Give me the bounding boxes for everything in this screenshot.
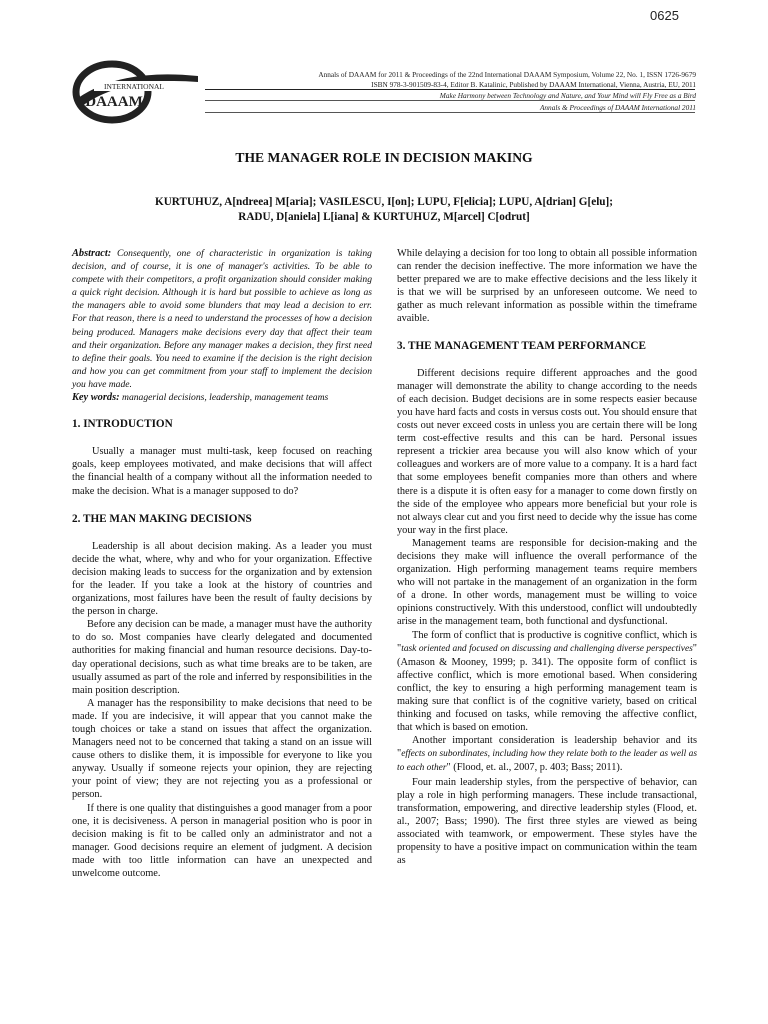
paragraph-text: The form of conflict that is productive is cognitive conflict, which is " — [397, 629, 697, 654]
logo-top-text: INTERNATIONAL — [104, 82, 164, 91]
left-column — [72, 247, 372, 880]
paragraph-text: Another important consideration is leadership behavior and its " — [397, 735, 697, 760]
authors-line-2: RADU, D[aniela] L[iana] & KURTUHUZ, M[arcel] C[odrut] — [238, 211, 530, 223]
right-column — [397, 247, 697, 867]
section-heading-introduction: 1. INTRODUCTION — [72, 418, 173, 431]
paper-title: THE MANAGER ROLE IN DECISION MAKING — [235, 150, 533, 165]
keywords — [72, 391, 372, 404]
abstract-text: Consequently, one of characteristic in organization is taking decision, and of course, it is one of manager's activities. To be able to compete with their competitors, a profit organization should consider making a quick right decision. Although it is hard but possible to achieve as long as the managers able to avoid some blunders that may lead a decision to err. For that reason, there is a need to understand the processes of how a decision being produced. Managers make decisions every day that affect their team and their organization. Before any manager makes a decision, they first need to define their goals. You need to examine if the decision is the right decision and how you can get commitment from your staff to implement the decision you have made. — [72, 248, 372, 390]
section-heading-decisions: 2. THE MAN MAKING DECISIONS — [72, 512, 252, 525]
daaam-logo-icon — [72, 54, 202, 124]
abstract-label: Abstract: — [72, 248, 112, 259]
paragraph-text: " (Amason & Mooney, 1999; p. 341). The opposite form of conflict is affective conflict, which is more emotional based. When considering conflict, the key to ensuring a high performing management team is making sure that conflict is of the cognitive variety, based on critical thinking and focused on tasks, while removing the affective conflict, that which is based on emotion. — [397, 642, 697, 734]
daaam-logo — [72, 54, 202, 124]
paragraph-text: " (Flood, et. al., 2007, p. 403; Bass; 2011). — [446, 762, 623, 774]
keywords-text: managerial decisions, leadership, management teams — [122, 392, 329, 404]
header-line-isbn: ISBN 978-3-901509-83-4, Editor B. Katalinic, Published by DAAAM International, Vienna, Austria, EU, 2011 — [371, 80, 696, 89]
quotation: task oriented and focused on discussing and challenging diverse perspectives — [401, 643, 693, 654]
paragraph: Usually a manager must multi-task, keep focused on reaching goals, keep employees motivated, and make decisions that will affect the financial health of a company without all the information needed to make the decision. What is a manager supposed to do? — [72, 446, 372, 497]
abstract — [72, 247, 372, 391]
header-rule — [205, 112, 695, 113]
paragraph — [397, 734, 697, 775]
paragraph: Leadership is all about decision making. As a leader you must decide the what, where, why and who for your organization. Effective decision making leads to success for the organization and by extension for the leader. If you take a look at the history of countries and organizations, most failures have been the result of faulty decisions by the person in charge. — [72, 540, 372, 618]
paragraph: Management teams are responsible for decision-making and the decisions they make will influence the overall performance of the organization. High performing management teams require members who will not partake in the management of an organization in the form of a drone. In other words, management must be willing to voice opinions constructively. With this understood, conflict will undoubtedly arise in the management team, both functional and dysfunctional. — [397, 537, 697, 628]
paragraph — [397, 629, 697, 735]
header-rule — [205, 89, 695, 90]
logo-main-text: DAAAM — [85, 94, 143, 110]
header-rule — [205, 100, 695, 101]
section-heading-team-performance: 3. THE MANAGEMENT TEAM PERFORMANCE — [397, 339, 646, 352]
authors-line-1: KURTUHUZ, A[ndreea] M[aria]; VASILESCU, I[on]; LUPU, F[elicia]; LUPU, A[drian] G[elu]; — [155, 196, 613, 208]
paragraph: A manager has the responsibility to make decisions that need to be made. If you are indecisive, it will appear that you cannot make the tough choices or take a stand on issues that affect the organization. Managers need not to be concerned that taking a stand on an issue will cause others to dislike them, it is impossible for everyone to like you anyway. Usually if someone rejects your opinion, they are rejecting your point of view; they are not rejecting you as a professional or person. — [72, 697, 372, 801]
header-line-proceedings: Annals & Proceedings of DAAAM International 2011 — [539, 103, 696, 112]
paragraph: If there is one quality that distinguishes a good manager from a poor one, it is decisiveness. A person in managerial position who is poor in decision making is fit to be called only an administrator and not a manager. Good decisions require an element of judgment. A decision made with too little information can have an unexpected and unwelcome outcome. — [72, 802, 372, 880]
header-line-motto: Make Harmony between Technology and Nature, and Your Mind will Fly Free as a Bird — [439, 91, 696, 100]
paragraph: Before any decision can be made, a manager must have the authority to do so. Most companies have clearly delegated and documented authorities for making financial and human resource decisions. Day-to-day operational decisions, such as what time breaks are to be taken, are usually assumed as part of the role and inferred by responsibilities in the main position description. — [72, 619, 372, 696]
keywords-label: Key words: — [72, 392, 120, 404]
quotation: effects on subordinates, including how they relate both to the leader as well as to each other — [397, 749, 697, 774]
page-number: 0625 — [650, 8, 679, 23]
paragraph: Different decisions require different approaches and the good manager will demonstrate the ability to change according to the needs of each decision. Budget decisions are in some respects easier because you have hard facts and costs in versus costs out. You should ensure that costs out never exceed costs in unless you are certain there will be long term cost-effective results and this can be hard. Personal issues represent a trickier area because you will also know which of your colleagues and workers are of more value to a company. It is a hard fact that some employees benefit companies more than others and where there is a dispute it is often easy for a manager to come down firstly on the side of the employee who appears more beneficial but your role is not always clear cut and you first need to decide why the issue has come your way in the first place. — [397, 367, 697, 536]
paragraph: Four main leadership styles, from the perspective of behavior, can play a role in high performing managers. These include transactional, transformation, empowering, and directive leadership styles (Flood, et. al., 2007; Bass; 1990). The first three styles are viewed as being associated with teamwork, or empowerment. These styles have the propensity to have a positive impact on communication within the team as — [397, 776, 697, 867]
header-line-annals: Annals of DAAAM for 2011 & Proceedings of the 22nd International DAAAM Symposium, Volume 22, No. 1, ISSN 1726-9679 — [318, 70, 696, 79]
paragraph: While delaying a decision for too long to obtain all possible information can render the decision ineffective. The more information we have the better prepared we are to make effective decisions and the less likely it is that we will be surprised by an unforeseen outcome. We need to gather as much relevant information as possible within the timeframe avaible. — [397, 248, 697, 325]
